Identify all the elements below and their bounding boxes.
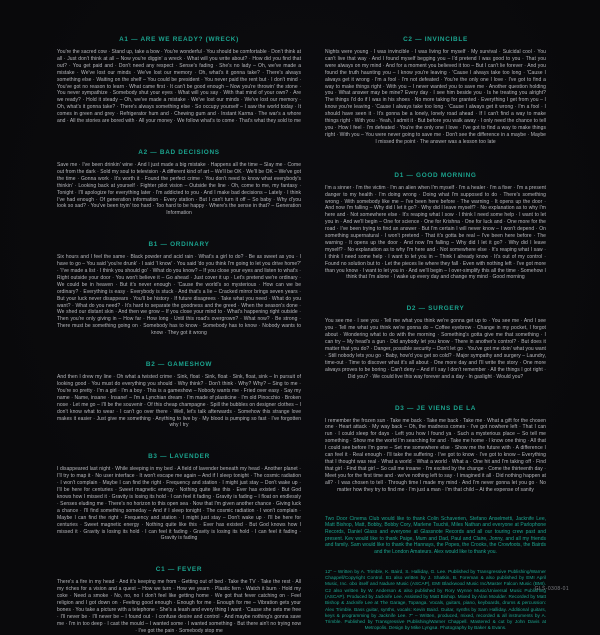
track-section-d1 bbox=[325, 172, 546, 282]
track-lyrics: I'm a sinner · I'm the victim · I'm an alien when I'm myself · I'm a healer · I'm a fixer · I'm a present danger to my health · I'm doing wrong · Doing what I'm supposed to do · There's something wrong · With somebody like me – I've been here before · The warning · It opens up the door · And now I'm falling – Why did I let it go? · Why did I leave myself? · No explanation as to why I'm here and · Not somewhere else · It's reaping what I sow · I think I need some help · I want to let you in · And we'll begin – One for science · One for Krishna · One for luck and · One more for the road · I've been trying to find an answer · But I'm certain I will never know – I won't depend · On something supernatural · I won't pretend · That it's gotta be real – I've been here before · The warning · It opens up the door · And now I'm falling – Why did I let it go? · Why did I leave myself? · No explanation as to why I'm here and · Not somewhere else · It's reaping what I saw · I think I need some help · I want to let you in – Think I already know · It's out of my control · Found no solution but to · Let the pieces lie where they fall · Even with nothing left · I've got more than you know · I want to let you in · And we'll begin – I over-simplify this all the time · Somehow I think that I'm alone · I wake up every day and change my mind · Good morning bbox=[325, 184, 546, 281]
track-lyrics: You're the sacred cow · Stand up, take a bow · You're wonderful · You should be comfortable · Don't think at all · Just don't think at all – Now you're diggin' a wreck · What will you write about? · How did you find that out? · You get paid and · Don't need any respect · Sense's fading · She's no lady – Oh, we've made a mistake · We've lost our minds · We've lost our memory · Oh, what's it gonna take? · There's always something else · Waiting on the shelf – You could be president · You never paid the rent but · I don't mind · You've got no reason to learn · What came first · It can't be good enough – Now you're throwin' the stone · You never sympathize · Somebody shut your eyes · What will you say · With that mind of your own? · Are we ready? · Hold it steady – Oh, we've made a mistake · We've lost our minds · We've lost our memory · Oh, what's it gonna take? · There's always something else · So occupy yourself – I saw the world today · It comes in green and grey · Refrigerator hum and · Chewing gum and · Instant Karma · The war's a whore and · All the stories are bored with · All your money · We follow what's to come · That's what they sold to me bbox=[57, 49, 302, 125]
track-section-b3 bbox=[57, 453, 301, 542]
track-heading: C1 — FEVER bbox=[155, 566, 203, 574]
track-lyrics: Nights were young · I was invincible · I was living for myself · My survival · Suicidal cool · You can't live that way · And I found myself begging you – I'd pretend I was good to you · That you were always on my mind · And for a moment you believed it too – But I can't lie forever · And you found the truth haunting you – I know you're leaving · 'Cause I always take too long · 'Cause I always get it wrong · I'm a fool · I'm not defeated · You're the only one I love · I've got to find a way to make things right · With you – I never wanted you to save me · Another question holding you · What answer may be mine? Every day · I see him beside you · Is he treating you alright? The things I'd do if I was in his shoes · No more taking for granted · Everything I get from you – I know you're leaving · 'Cause I always take too long · 'Cause I always get it wrong · I'm a fool · I should have seen it · It's gonna be a lonely, lonely road ahead · If I can't find a way to make things right · With you · Yeah, I admit it · But before you walk away · I only need the chance to tell you · How I feel · I'm defeated · You're the only one I love · I've got to find a way to make things right · With you – You were never going to save me · Don't see the difference in a maybe · Maybe I missed the point · The answer was a lesson too late bbox=[325, 49, 546, 145]
track-lyrics: I disappeared last night · While sleeping in my bed · A field of lavender beneath my head · Another planet · I'll try to map it · No user interface · It won't escape me again – And if I sleep tonight · The cosmic radiation · I won't complain · Maybe I can find the right · Frequency and station · I might just stay – Don't wake up · I'll be here for centuries · Sweet magnetic energy · Nothing quite like this · Ever has existed · But God knows how I missed it · Gravity is losing its hold · I can feel it fading · Gravity is fading – I float on endlessly · Senses eluding me · There's no horizon to this open sea · Now that I'm given another chance · Giving luck a chance · I'll find something someday – And if I sleep tonight · The cosmic radiation · I won't complain · Maybe I can find the right · Frequency and station · I might just stay – Don't wake up · I'll be here for centuries · Sweet magnetic energy · Nothing quite like this · Ever has existed · But God knows how I missed it · Gravity is losing its hold · I can feel it fading · Gravity is losing its hold · I can feel it fading · Gravity is fading bbox=[57, 466, 302, 542]
track-heading: D1 — GOOD MORNING bbox=[394, 171, 477, 179]
credits bbox=[325, 516, 546, 632]
track-section-b1 bbox=[57, 241, 301, 337]
credits-production: 12" – Written by A. Trimble, K. Baird, S. Halliday, G. Lee. Published by Transgressive Publishing/Warner Chappell/Copyright Control. B1 also written by J. Shatkin, B. Foreman & also published by EMI April Music, Inc. obo itself and Nadure Music (ASCAP), EMI Blackwood Music Inc/Master Falcon Music (BMI). C2 also written by W. Anderson & also published by Rory Wynne Music/Universal Music Publishing (ASCAP). Produced by Jacknife Lee. Assisted by Matt Bishop. Mixed by Alan Moulder. Recorded by Matt Bishop & Jacknife Lee at The Garage, Topanga. Vocals, guitars, piano, keyboards, drums & percussion: Alex Trimble. Bass guitar, synths, vocals: Kevin Baird. Guitar, synths by Sam Halliday. Additional guitars, keys & programming by Jacknife Lee. 7" – Written, produced, mixed, recorded & all instruments by A. Trimble. Published by Transgressive Publishing/Warner Chappell. Mastered & cut by John Davis at Metropolis. Design by Mike Lyngsø. Photography by Baker & Evans. bbox=[325, 568, 546, 631]
track-lyrics: You see me · I see you · Tell me what you think we're gonna get up to · You see me · And I see you · Tell me what you think we're gonna do – Coffee eyebrow · Change in my pocket, I forgot about · Wondering what to do with the morning · Something's gotta give me that something · I can try – My head's a gun · Did anybody let you know · There in another's control? · But does it matter that you do? · Danger, possible security – Don't let go · You've got me doin' what you want · Still nobody lets you go · Baby, how'd you get so cold? · Major sympathy and surgery – Laundry, time-out · Time to discover what it's all about · One more day and I'll write the story · One more always proves to be boring · Can't deny – And if I say I don't remember · All the things I got right · Did you? · We could live this way forever and a day · In gaslight · Would you? bbox=[325, 318, 546, 380]
track-section-a1 bbox=[57, 36, 301, 125]
left-column bbox=[57, 36, 302, 634]
track-heading: D3 — JE VIENS DE LA bbox=[394, 404, 477, 412]
track-heading: B3 — LAVENDER bbox=[148, 453, 210, 461]
track-section-c1 bbox=[57, 566, 301, 634]
track-heading: A1 — ARE WE READY? (WRECK) bbox=[119, 36, 239, 43]
credits-thanks: Two Door Cinema Club would like to thank Colin Schaverien, Stefano Anselmetti, Jacknife Lee, Matt Bishop, Matt, Bobby, Bobby Cory, Marlene Tsuchii, Miles Nathan and everyone at Parlophone Records, Daniel Glass and everyone at Glassnote Records and all our touring crew past and present. Kev would like to thank Paige, Mum and Dad, Paul and Claire, Jonny, and all my friends and family. Sam would like to thank the Hannays, the Popes, the Crooks, the Crowfoots, the Bairds and the London Amateurs. Alex would like to thank you. bbox=[325, 515, 546, 556]
track-heading: B1 — ORDINARY bbox=[148, 241, 210, 249]
track-section-d3 bbox=[325, 405, 546, 494]
track-heading: C2 — INVINCIBLE bbox=[403, 36, 468, 43]
track-lyrics: There's a fire in my head · And it's keeping me from · Getting out of bed · Take the TV · Take the rest · All my riches for a vision and a quest – How we turn · How we yearn · Plastic fern · Watch it burn · Hold my coke · Need a smoke · No, no, no I don't feel like getting home · We got that fever catching on · Feel religion and I got down on · Feeling good enough · Enough for me · Enough for me – Vibration gets your bones · You take a picture with a telephone · She's a leash and every thing I want · 'Cause she sets me free · I'll never be · I'll never be – I found out · I confuse desire and control · And maybe nothing's gonna save me · I'm in too deep · I cast the mould – I wanted some · I wanted something · But there ain't no trying now · I've got the pain · Somebody stop me bbox=[57, 579, 302, 634]
track-section-d2 bbox=[325, 305, 546, 380]
track-heading: D2 — SURGERY bbox=[406, 305, 465, 313]
track-section-b2 bbox=[57, 361, 301, 429]
right-column bbox=[325, 36, 546, 631]
track-lyrics: And then I drew my line · Oh what a twisted crime · Sink, float · Sink, float · Sink, float, sink – In pursuit of looking good · You must do everything you should · Why think? · Don't think · Why? Why? – Sing to me · You're so pretty · I'm a girl · I'm a boy · This is a gameshow – Nobody wants me · Fried over easy · Say my name · Name, insane · Insane! – I'm a Lynchian dream · I'm made of plasticine · I'm old Pinocchio · Broken nose · Let me go – I'll be the souvenir · Of this cheap champagne · Spill the bubbles on designer clothes – I don't know what to wear · I can't go over there · Well, let's talk afterwards · Somehow this strange love makes it easier · Just give me something · Anything to live by · My blood is pumping so fast · I've forgotten why I try bbox=[57, 374, 302, 429]
track-heading: A2 — BAD DECISIONS bbox=[138, 148, 220, 156]
track-section-c2 bbox=[325, 36, 546, 146]
track-lyrics: I remember the frozen sun · Take me back · Take me back · Take me · What a gift for the chosen one · Heart attack · My way back – Oh, the madness comes · I've got nowhere left · That I can run · I could sleep for days · Left you how I found ya · Such a mysterious place – So tell me something · Show me the world I'm searching for and · Take me home · I know one thing · All that I could see before I'm gone – Set me somewhere else · Show me the future with · A difference I can feel it · Real enough · I'll take the suffering · I've got to know · I've got to know – Everything that I thought was real · What a world · What a world · What a · One hit and I'm taking off · Find that girl · Find that girl – So call me insane · I'm excited by the change · Come the thirteenth day · Meet you for the first time and · we've nothing left to say · I imagined it all · Did nothing happen at all? · I was chosen to tell · Through time I made my mind · And I'm never gonna let you go · No matter how they try to find me · I'm just a man · I'm that child – At the expense of sanity bbox=[325, 417, 546, 493]
track-section-a2 bbox=[57, 149, 301, 217]
track-lyrics: Save me · I've been drinkin' wine · And I just made a big mistake · Happens all the time – Slay me · Come out from the dark · Sold my soul to television · A different kind of art – We'll be OK · We'll be OK – We've got the time · Gonna work · It's worth it · Found the perfect crime · You don't need to know what everybody's thinkin' · Looking back at yourself · Fighter pilot vision – Outside the line · Oh, come to me, my fantasy · Tonight · I'll apologize for everything later · I'm addicted to you · And I make bad decisions – Lately · I think I've had enough · Of generation information · Every station · But I can't turn it off – So baby · Why d'you look so sad? · You've been tryin' too hard · Too hard to be happy · Where's the sense in that? – Generation Information bbox=[57, 161, 302, 217]
catalog-number: GLS-0308-01 bbox=[534, 586, 569, 592]
track-heading: B2 — GAMESHOW bbox=[145, 361, 213, 369]
track-lyrics: Six hours and I feel the same · Black powder and acid rain · What's a girl to do? · Be as sweet as you · I have to go – You said 'you're drunk' · I said 'I know' · You said 'do you think I'm going to let you drive home?' · 'I've made a list · I think you should go' · What do you know? – If you close your eyes and listen to what's · Right outside your door · You won't believe it – Go ahead · Just cover it up · Let's pretend we're ordinary · We could be in heaven · But it's never enough · 'Cause the world's so mysterious · How can we be ordinary? · Everything is easy · Everybody is stuck · And that's a lie – Cracked mirror brings seven years · But your luck never disappears · You'll be history · If future disagrees · Take what you need · What do you want? · What do you need? · It's hard to separate the goodness and the greed · When the season's done · We shed our distant skin · And then we grow – If you close your mind to · What's happening right outside · Then you're only giving in – How far · How long · Until this road's overgrown? · What now? · Be strong · There must be something going on · Somebody has to know · Somebody has to know · Nobody wants to know · They got it wrong bbox=[57, 254, 302, 337]
